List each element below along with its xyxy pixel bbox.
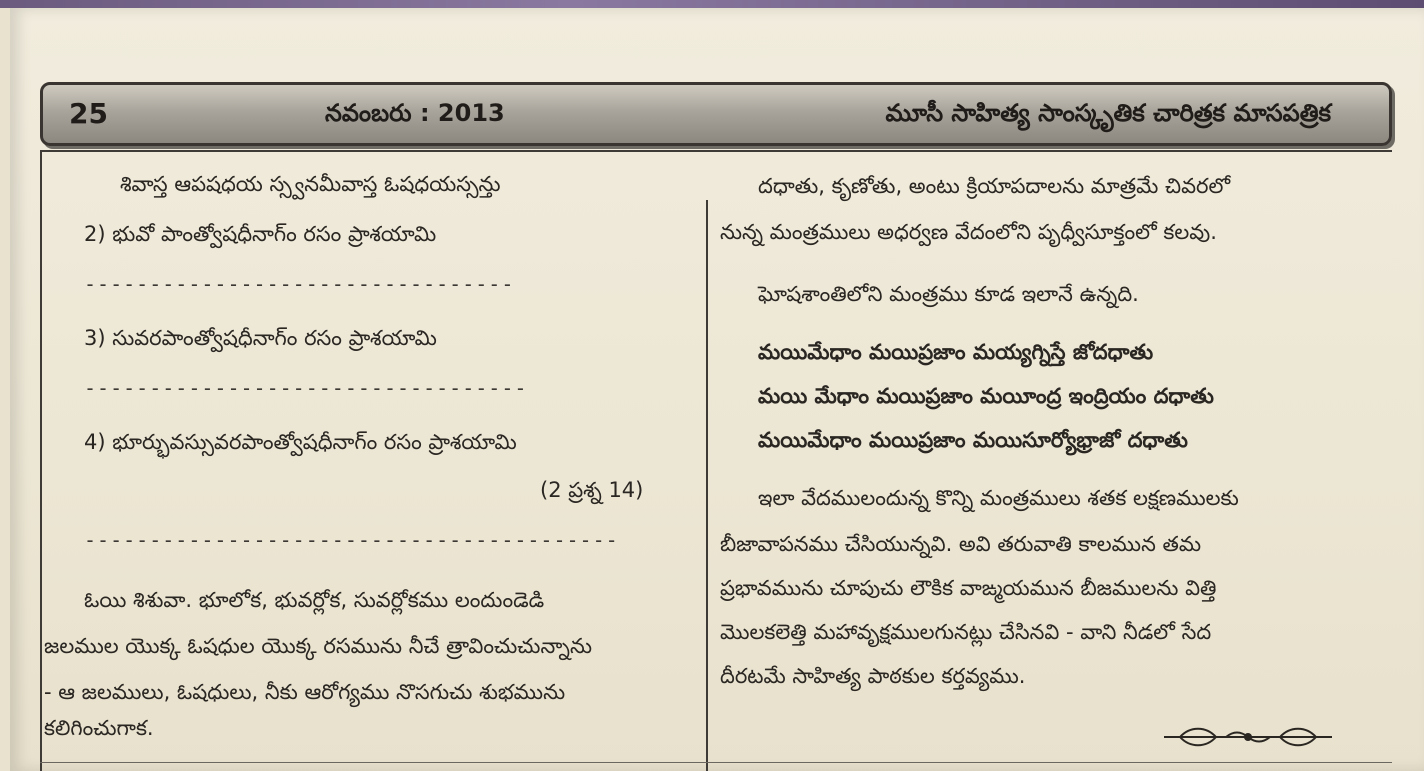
- mantra-line-2: మయి మేధాం మయిప్రజాం మయీంద్ర ఇంద్రియం దధాతు: [758, 384, 1214, 408]
- left-para-line-2: జలముల యొక్క ఓషధుల యొక్క రసమును నీచే త్రావించుచున్నాను: [44, 634, 592, 658]
- left-para-line-4: కలిగించుగాక.: [44, 716, 154, 740]
- right-para1-line-2: నున్న మంత్రములు అధర్వణ వేదంలోని పృధ్వీసూక్తంలో కలవు.: [720, 220, 1217, 244]
- right-para3-line-3: ప్రభావమును చూపుచు లౌకిక వాఙ్మయమున బీజములను విత్తి: [720, 576, 1217, 600]
- dash-separator-1: ---------------------------------: [84, 272, 515, 296]
- page-number: 25: [69, 97, 108, 130]
- right-para3-line-4: మొలకలెత్తి మహావృక్షములగునట్లు చేసినవి - వాని నీడలో సేద: [720, 620, 1212, 644]
- left-line-1: శివాస్త ఆపషధయ స్స్వనమీవాస్త ఓషధయస్సన్తు: [120, 172, 501, 196]
- left-line-2: 2) భువో పాంత్వోషధీనాగ్ం రసం ప్రాశయామి: [84, 222, 437, 246]
- frame-top-rule: [40, 150, 1392, 152]
- left-para-line-3: - ఆ జలములు, ఓషధులు, నీకు ఆరోగ్యము నొసగుచు శుభమును: [44, 680, 566, 704]
- bottom-rule: [40, 762, 1392, 763]
- right-para3-line-2: బీజావాపనము చేసియున్నవి. అవి తరువాతి కాలమున తమ: [720, 532, 1202, 556]
- mantra-line-3: మయిమేధాం మయిప్రజాం మయిసూర్యోభ్రాజో దధాతు: [758, 428, 1188, 452]
- mantra-line-1: మయిమేధాం మయిప్రజాం మయ్యగ్నిస్తే జోదధాతు: [758, 340, 1154, 364]
- column-divider: [706, 200, 708, 771]
- dash-separator-3: -----------------------------------------: [84, 528, 619, 552]
- left-line-3: 3) సువరపాంత్వోషధీనాగ్ం రసం ప్రాశయామి: [84, 326, 437, 350]
- magazine-title: మూసీ సాహిత్య సాంస్కృతిక చారిత్రక మాసపత్రిక: [885, 99, 1331, 127]
- end-ornament-icon: [1160, 724, 1336, 750]
- right-para3-line-5: దీరటమే సాహిత్య పాఠకుల కర్తవ్యము.: [720, 664, 1026, 688]
- right-para2: ఘోషశాంతిలోని మంత్రము కూడ ఇలానే ఉన్నది.: [758, 282, 1139, 306]
- frame-left-rule: [40, 150, 42, 771]
- left-line-4: 4) భూర్భువస్సువరపాంత్వోషధీనాగ్ం రసం ప్రాశయామి: [84, 430, 517, 454]
- issue-date: నవంబరు : 2013: [325, 99, 505, 127]
- page-header: [40, 82, 1392, 146]
- right-para3-line-1: ఇలా వేదములందున్న కొన్ని మంత్రములు శతక లక్షణములకు: [758, 486, 1239, 510]
- left-para-line-1: ఓయి శిశువా. భూలోక, భువర్లోక, సువర్లోకము లందుండెడి: [84, 588, 545, 612]
- dash-separator-2: ----------------------------------: [84, 376, 528, 400]
- right-para1-line-1: దధాతు, కృణోతు, అంటు క్రియాపదాలను మాత్రమే చివరలో: [758, 174, 1231, 198]
- citation: (2 ప్రశ్న 14): [540, 478, 644, 502]
- top-edge-strip: [0, 0, 1424, 8]
